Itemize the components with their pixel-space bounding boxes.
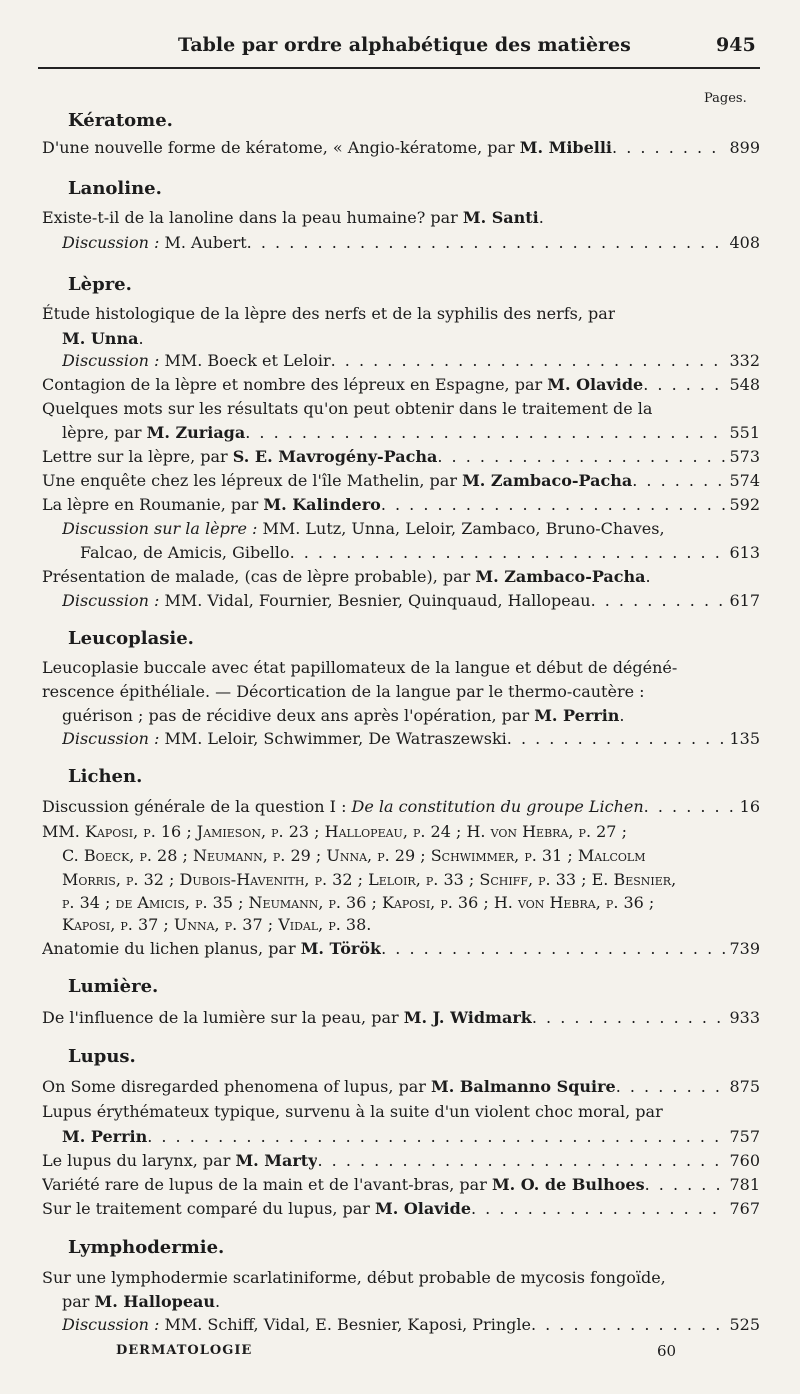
- running-header-title: Table par ordre alphabétique des matières: [178, 34, 631, 56]
- dot-leader: [644, 795, 736, 819]
- discussion-line: Discussion : MM. Boeck et Leloir . . . 332: [62, 349, 760, 373]
- entry-line: M. Perrin . . . 757: [62, 1125, 760, 1149]
- page-ref: 875: [729, 1077, 760, 1096]
- section-title-lepre: Lèpre.: [68, 274, 132, 295]
- dot-leader: [532, 1006, 726, 1030]
- discussion-line: Discussion sur la lèpre : MM. Lutz, Unna, Leloir, Zambaco, Bruno-Chaves,: [62, 519, 665, 538]
- discussion-line: Discussion : MM. Leloir, Schwimmer, De Watraszewski . . . 135: [62, 727, 760, 751]
- entry-line: lèpre, par M. Zuriaga . . . 551: [62, 421, 760, 445]
- dot-leader: [612, 136, 725, 160]
- dot-leader: [381, 937, 725, 961]
- section-title-lanoline: Lanoline.: [68, 178, 162, 199]
- entry-line: p. 34 ; de Amicis, p. 35 ; Neumann, p. 36 ; Kaposi, p. 36 ; H. von Hebra, p. 36 ;: [62, 893, 655, 912]
- page-ref: 899: [729, 138, 760, 157]
- entry-line: Présentation de malade, (cas de lèpre probable), par M. Zambaco-Pacha.: [42, 567, 651, 586]
- footer-sheet-number: 60: [657, 1342, 677, 1360]
- dot-leader: [247, 231, 726, 255]
- entry-line: Morris, p. 32 ; Dubois-Havenith, p. 32 ; Leloir, p. 33 ; Schiff, p. 33 ; E. Besnier,: [62, 870, 677, 889]
- dot-leader: [591, 589, 726, 613]
- dot-leader: [632, 469, 725, 493]
- dot-leader: [437, 445, 725, 469]
- entry-line: On Some disregarded phenomena of lupus, par M. Balmanno Squire . . . 875: [42, 1075, 760, 1099]
- section-title-leucoplasie: Leucoplasie.: [68, 628, 194, 649]
- header-rule: [38, 67, 760, 69]
- page-ref: 781: [729, 1175, 760, 1194]
- running-header-page-number: 945: [716, 34, 756, 56]
- page-ref: 16: [739, 797, 760, 816]
- dot-leader: [471, 1197, 725, 1221]
- page-ref: 760: [729, 1151, 760, 1170]
- dot-leader: [381, 493, 726, 517]
- entry-line: Lettre sur la lèpre, par S. E. Mavrogény-Pacha . . . 573: [42, 445, 760, 469]
- dot-leader: [507, 727, 726, 751]
- page-ref: 332: [729, 351, 760, 370]
- entry-line: Leucoplasie buccale avec état papillomateux de la langue et début de dégéné-: [42, 658, 678, 677]
- entry-line: Existe-t-il de la lanoline dans la peau humaine? par M. Santi.: [42, 208, 544, 227]
- entry-line: MM. Kaposi, p. 16 ; Jamieson, p. 23 ; Hallopeau, p. 24 ; H. von Hebra, p. 27 ;: [42, 822, 627, 841]
- entry-line: Variété rare de lupus de la main et de l'avant-bras, par M. O. de Bulhoes . . . 781: [42, 1173, 760, 1197]
- entry-line: D'une nouvelle forme de kératome, « Angio-kératome, par M. Mibelli . . . 899: [42, 136, 760, 160]
- page-ref: 617: [729, 591, 760, 610]
- page-ref: 548: [729, 375, 760, 394]
- entry-line: Sur une lymphodermie scarlatiniforme, début probable de mycosis fongoïde,: [42, 1268, 666, 1287]
- dot-leader: [643, 373, 725, 397]
- page-ref: 767: [729, 1199, 760, 1218]
- entry-line: Kaposi, p. 37 ; Unna, p. 37 ; Vidal, p. 38.: [62, 915, 372, 934]
- entry-line: La lèpre en Roumanie, par M. Kalindero . . . 592: [42, 493, 760, 517]
- entry-line: Contagion de la lèpre et nombre des lépreux en Espagne, par M. Olavide . . . 548: [42, 373, 760, 397]
- entry-line: Lupus érythémateux typique, survenu à la suite d'un violent choc moral, par: [42, 1102, 663, 1121]
- entry-line: Quelques mots sur les résultats qu'on peut obtenir dans le traitement de la: [42, 399, 653, 418]
- entry-line: Le lupus du larynx, par M. Marty . . . 760: [42, 1149, 760, 1173]
- section-title-keratome: Kératome.: [68, 110, 173, 131]
- section-title-lumiere: Lumière.: [68, 976, 159, 997]
- entry-line: Sur le traitement comparé du lupus, par M. Olavide . . . 767: [42, 1197, 760, 1221]
- entry-line: Une enquête chez les lépreux de l'île Mathelin, par M. Zambaco-Pacha . . . 574: [42, 469, 760, 493]
- dot-leader: [245, 421, 725, 445]
- entry-line: Anatomie du lichen planus, par M. Török . . . 739: [42, 937, 760, 961]
- entry-line: rescence épithéliale. — Décortication de la langue par le thermo-cautère :: [42, 682, 645, 701]
- discussion-line: Falcao, de Amicis, Gibello . . . 613: [80, 541, 760, 565]
- dot-leader: [616, 1075, 726, 1099]
- page-ref: 574: [729, 471, 760, 490]
- discussion-line: Discussion : MM. Schiff, Vidal, E. Besnier, Kaposi, Pringle . . . 525: [62, 1313, 760, 1337]
- entry-line: Étude histologique de la lèpre des nerfs et de la syphilis des nerfs, par: [42, 304, 616, 323]
- dot-leader: [147, 1125, 725, 1149]
- section-title-lichen: Lichen.: [68, 766, 143, 787]
- page-ref: 525: [729, 1315, 760, 1334]
- dot-leader: [531, 1313, 726, 1337]
- page-ref: 551: [729, 423, 760, 442]
- page-ref: 135: [729, 729, 760, 748]
- section-title-lupus: Lupus.: [68, 1046, 136, 1067]
- entry-line: guérison ; pas de récidive deux ans après l'opération, par M. Perrin.: [62, 706, 625, 725]
- page-ref: 573: [729, 447, 760, 466]
- page-ref: 933: [729, 1008, 760, 1027]
- pages-column-label: Pages.: [704, 91, 747, 106]
- dot-leader: [317, 1149, 725, 1173]
- entry-line: C. Boeck, p. 28 ; Neumann, p. 29 ; Unna, p. 29 ; Schwimmer, p. 31 ; Malcolm: [62, 846, 646, 865]
- dot-leader: [290, 541, 726, 565]
- page-ref: 613: [729, 543, 760, 562]
- discussion-line: Discussion : MM. Vidal, Fournier, Besnier, Quinquaud, Hallopeau . . . 617: [62, 589, 760, 613]
- page-ref: 739: [729, 939, 760, 958]
- page-ref: 408: [729, 233, 760, 252]
- dot-leader: [331, 349, 726, 373]
- discussion-line: Discussion : M. Aubert . . . 408: [62, 231, 760, 255]
- entry-line: M. Unna.: [62, 329, 144, 348]
- dot-leader: [645, 1173, 726, 1197]
- entry-line: Discussion générale de la question I : De la constitution du groupe Lichen . . . 16: [42, 795, 760, 819]
- page-ref: 757: [729, 1127, 760, 1146]
- entry-line: par M. Hallopeau.: [62, 1292, 221, 1311]
- footer-signature: DERMATOLOGIE: [116, 1343, 253, 1358]
- page-ref: 592: [729, 495, 760, 514]
- entry-line: De l'influence de la lumière sur la peau, par M. J. Widmark . . . 933: [42, 1006, 760, 1030]
- section-title-lymphodermie: Lymphodermie.: [68, 1237, 225, 1258]
